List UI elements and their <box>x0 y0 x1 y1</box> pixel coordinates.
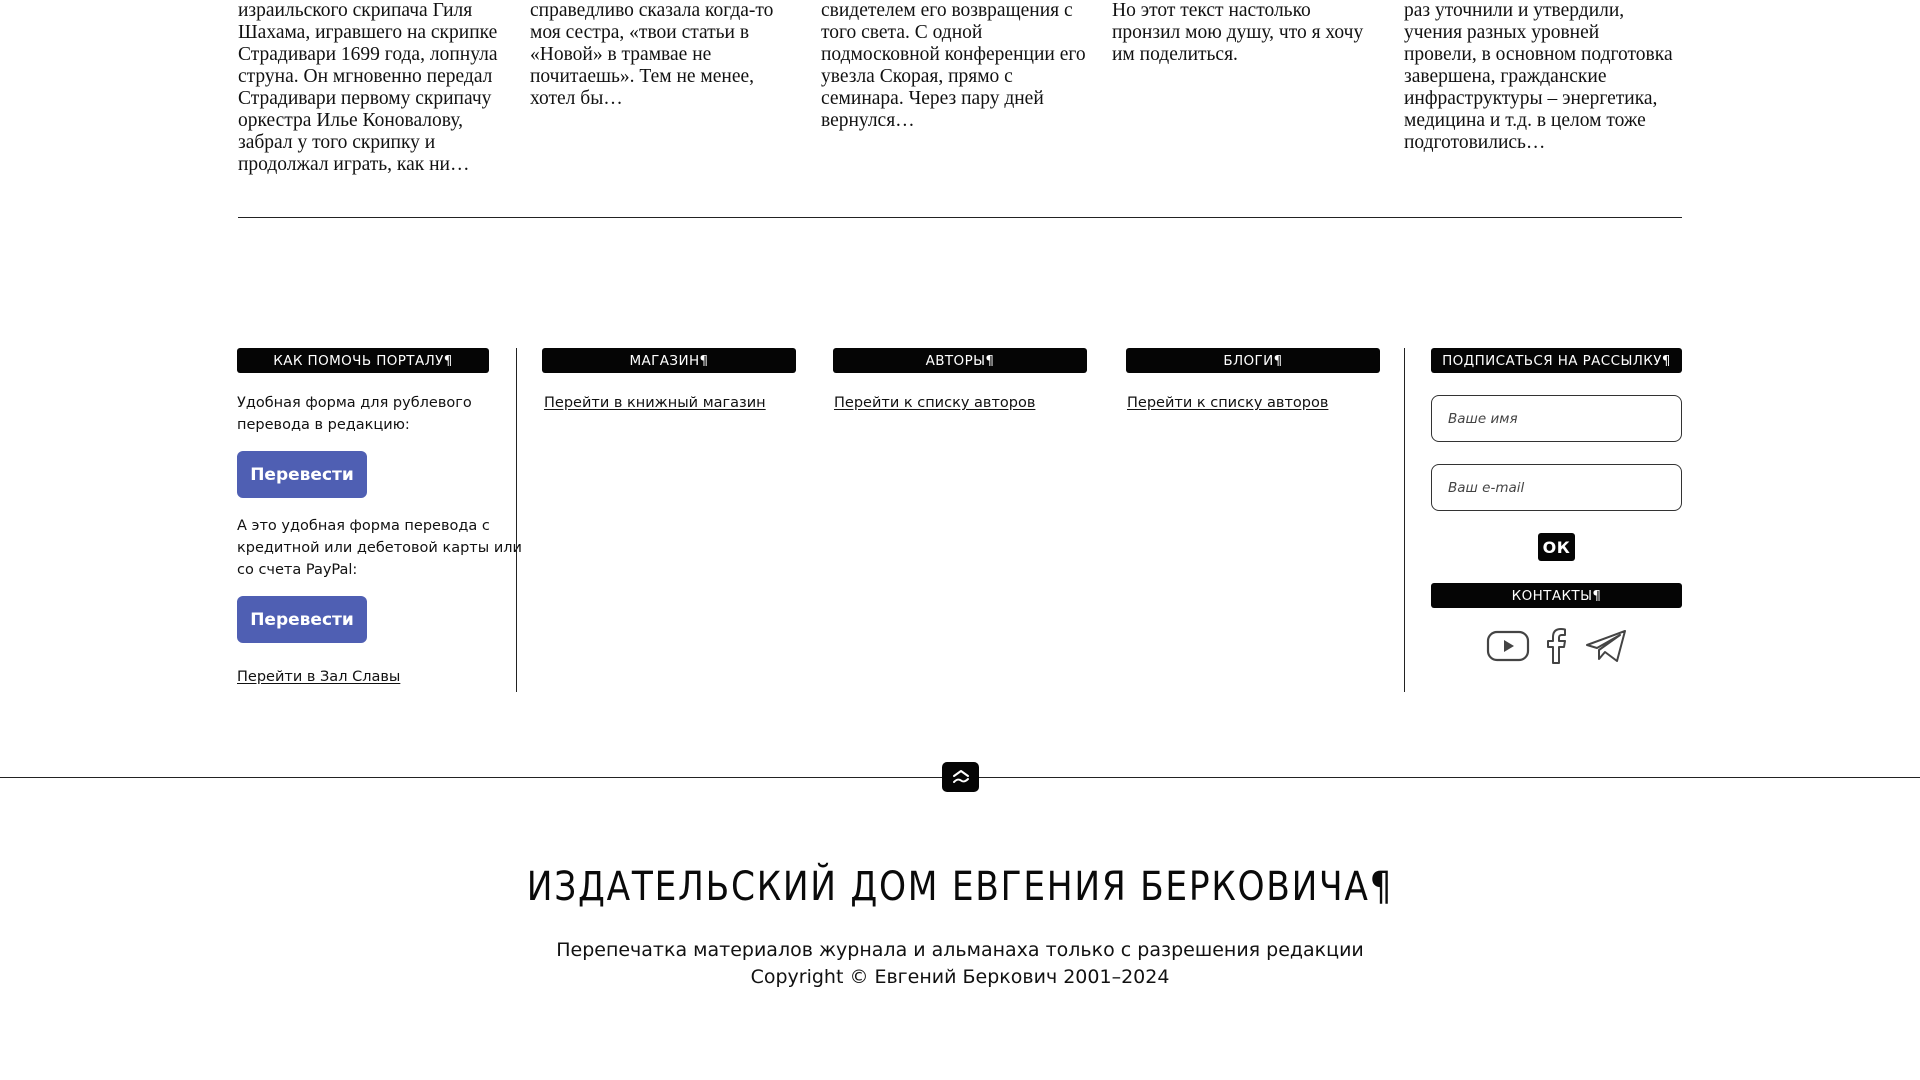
shop-column <box>542 348 796 413</box>
ruble-transfer-button[interactable]: Перевести <box>237 451 367 498</box>
blogs-column <box>1126 348 1380 413</box>
reprint-notice: Перепечатка материалов журнала и альманаха только с разрешения редакции <box>556 939 1364 961</box>
column-divider-left <box>516 348 517 692</box>
site-title: ИЗДАТЕЛЬСКИЙ ДОМ ЕВГЕНИЯ БЕРКОВИЧА¶ <box>526 864 1394 910</box>
text-line: кредитной или дебетовой карты или <box>237 540 522 556</box>
ok-button-wrap <box>1431 533 1682 561</box>
facebook-icon[interactable] <box>1544 626 1570 666</box>
hall-of-fame-link[interactable]: Перейти в Зал Славы <box>237 669 401 685</box>
article-snippet-line: Страдивари первому скрипачу <box>238 88 492 109</box>
article-snippet-line: медицина и т.д. в целом тоже <box>1404 110 1646 131</box>
telegram-icon[interactable] <box>1584 628 1628 664</box>
youtube-icon[interactable] <box>1486 629 1530 663</box>
social-links <box>1431 626 1682 666</box>
text-line: перевода в редакцию: <box>237 417 410 433</box>
article-snippet-line: семинара. Через пару дней <box>821 88 1044 109</box>
subscribe-heading: ПОДПИСАТЬСЯ НА РАССЫЛКУ¶ <box>1431 348 1682 373</box>
help-portal-heading: КАК ПОМОЧЬ ПОРТАЛУ¶ <box>237 348 489 373</box>
article-snippet-line: вернулся… <box>821 110 915 131</box>
text-line: со счета PayPal: <box>237 562 358 578</box>
copyright-text: Copyright © Евгений Беркович 2001–2024 <box>750 966 1170 988</box>
article-snippet-line: учения разных уровней <box>1404 22 1600 43</box>
ruble-transfer-text <box>237 392 489 436</box>
article-snippet-line: израильского скрипача Гиля <box>238 0 473 21</box>
subscribe-ok-button[interactable]: ОК <box>1538 533 1575 561</box>
subscribe-column <box>1431 348 1682 666</box>
article-snippet-line: подмосковной конференции его <box>821 44 1086 65</box>
article-snippet-line: свидетелем его возвращения с <box>821 0 1073 21</box>
authors-column <box>833 348 1087 413</box>
shop-heading: МАГАЗИН¶ <box>542 348 796 373</box>
contacts-heading: КОНТАКТЫ¶ <box>1431 583 1682 608</box>
article-snippet-line: пронзил мою душу, что я хочу <box>1112 22 1364 43</box>
column-divider-right <box>1404 348 1405 692</box>
subscribe-email-input[interactable] <box>1431 464 1682 511</box>
article-snippet-line: раз уточнили и утвердили, <box>1404 0 1625 21</box>
article-snippet-line: инфраструктуры – энергетика, <box>1404 88 1658 109</box>
article-snippet-line: провели, в основном подготовка <box>1404 44 1673 65</box>
authors-list-link[interactable]: Перейти к списку авторов <box>834 395 1036 411</box>
article-snippet-line: забрал у того скрипку и <box>238 132 436 153</box>
article-snippet-line: хотел бы… <box>530 88 623 109</box>
article-snippet-line: завершена, гражданские <box>1404 66 1607 87</box>
article-snippet-line: Страдивари 1699 года, лопнула <box>238 44 498 65</box>
card-transfer-text <box>237 515 522 581</box>
article-snippet-line: Но этот текст настолько <box>1112 0 1311 21</box>
bookstore-link[interactable]: Перейти в книжный магазин <box>544 395 766 411</box>
article-snippet-line: струна. Он мгновенно передал <box>238 66 493 87</box>
blogs-heading: БЛОГИ¶ <box>1126 348 1380 373</box>
blogs-authors-link[interactable]: Перейти к списку авторов <box>1127 395 1329 411</box>
text-line: А это удобная форма перевода с <box>237 518 490 534</box>
article-snippet-line: справедливо сказала когда-то <box>530 0 774 21</box>
scroll-to-top-button[interactable] <box>942 762 979 792</box>
paypal-transfer-button[interactable]: Перевести <box>237 596 367 643</box>
article-snippet-line: того света. С одной <box>821 22 983 43</box>
subscribe-name-input[interactable] <box>1431 395 1682 442</box>
authors-heading: АВТОРЫ¶ <box>833 348 1087 373</box>
double-chevron-up-icon <box>951 768 971 786</box>
article-snippet-line: оркестра Илье Коновалову, <box>238 110 464 131</box>
article-snippet-line: им поделиться. <box>1112 44 1238 65</box>
article-snippet-line: «Новой» в трамвае не <box>530 44 712 65</box>
article-snippet-line: моя сестра, «твои статьи в <box>530 22 750 43</box>
article-snippet-line: продолжал играть, как ни… <box>238 154 470 175</box>
text-line: Удобная форма для рублевого <box>237 395 472 411</box>
help-portal-column <box>237 348 522 687</box>
article-snippet-line: Шахама, игравшего на скрипке <box>238 22 498 43</box>
article-snippet-line: увезла Скорая, прямо с <box>821 66 1013 87</box>
article-snippet-line: почитаешь». Тем не менее, <box>530 66 755 87</box>
article-snippet-line: подготовились… <box>1404 132 1546 153</box>
